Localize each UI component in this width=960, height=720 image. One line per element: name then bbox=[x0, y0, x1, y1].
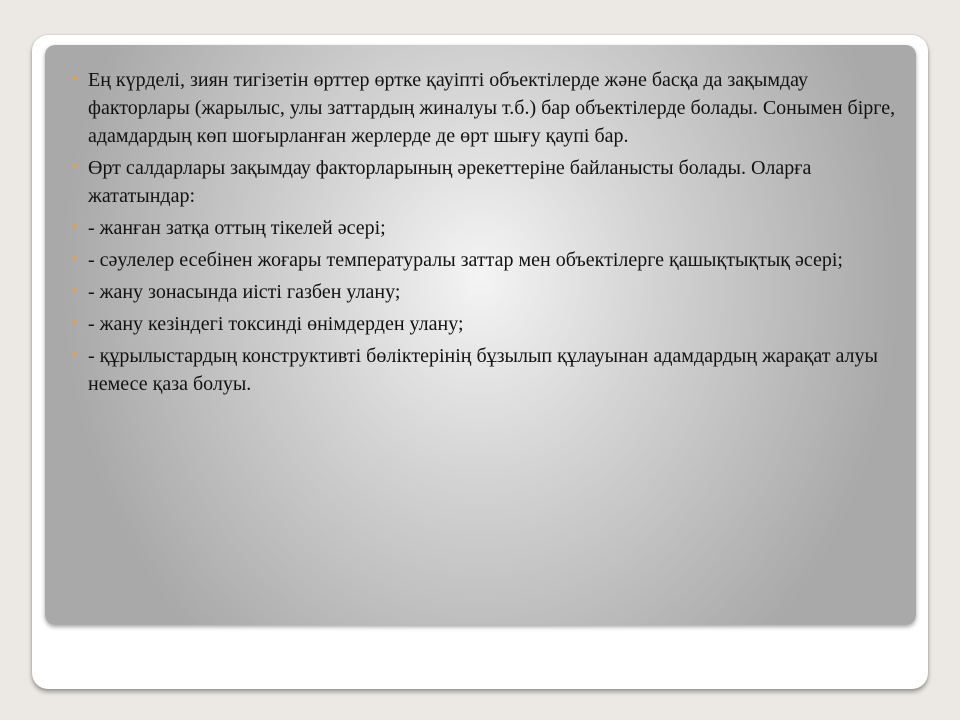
bullet-dot-icon: ● bbox=[72, 73, 78, 83]
bullet-dot-icon: ● bbox=[72, 253, 78, 263]
bullet-item-1 bbox=[70, 66, 900, 150]
bullet-item-2 bbox=[70, 154, 900, 210]
bullet-text-1: Ең күрделі, зиян тигізетін өрттер өртке қауіпті объектілерде және басқа да зақымдау факторлары (жарылыс, улы заттардың жиналуы т.б.) бар объектілерде болады. Сонымен бірге, адамдардың көп шоғырланған жерлерде де өрт шығу қаупі бар. bbox=[88, 69, 896, 147]
bullet-text-6: - жану кезіндегі токсинді өнімдерден улану; bbox=[88, 313, 464, 335]
bullet-text-4: - сәулелер есебінен жоғары температуралы заттар мен объектілерге қашықтықтық әсері; bbox=[88, 249, 843, 271]
bullet-dot-icon: ● bbox=[72, 349, 78, 359]
bullet-dot-icon: ● bbox=[72, 221, 78, 231]
bullet-dot-icon: ● bbox=[72, 161, 78, 171]
bullet-item-6 bbox=[70, 310, 900, 338]
bullet-item-4 bbox=[70, 246, 900, 274]
bullet-dot-icon: ● bbox=[72, 317, 78, 327]
bullet-item-3 bbox=[70, 214, 900, 242]
bullet-list bbox=[70, 66, 900, 402]
bullet-item-5 bbox=[70, 278, 900, 306]
bullet-text-7: - құрылыстардың конструктивті бөліктерінің бұзылып құлауынан адамдардың жарақат алуы немесе қаза болуы. bbox=[88, 345, 878, 395]
bullet-dot-icon: ● bbox=[72, 285, 78, 295]
bullet-text-5: - жану зонасында иісті газбен улану; bbox=[88, 281, 401, 303]
bullet-item-7 bbox=[70, 342, 900, 398]
bullet-text-2: Өрт салдарлары зақымдау факторларының әрекеттеріне байланысты болады. Оларға жататындар: bbox=[88, 157, 812, 207]
bullet-text-3: - жанған затқа оттың тікелей әсері; bbox=[88, 217, 386, 239]
